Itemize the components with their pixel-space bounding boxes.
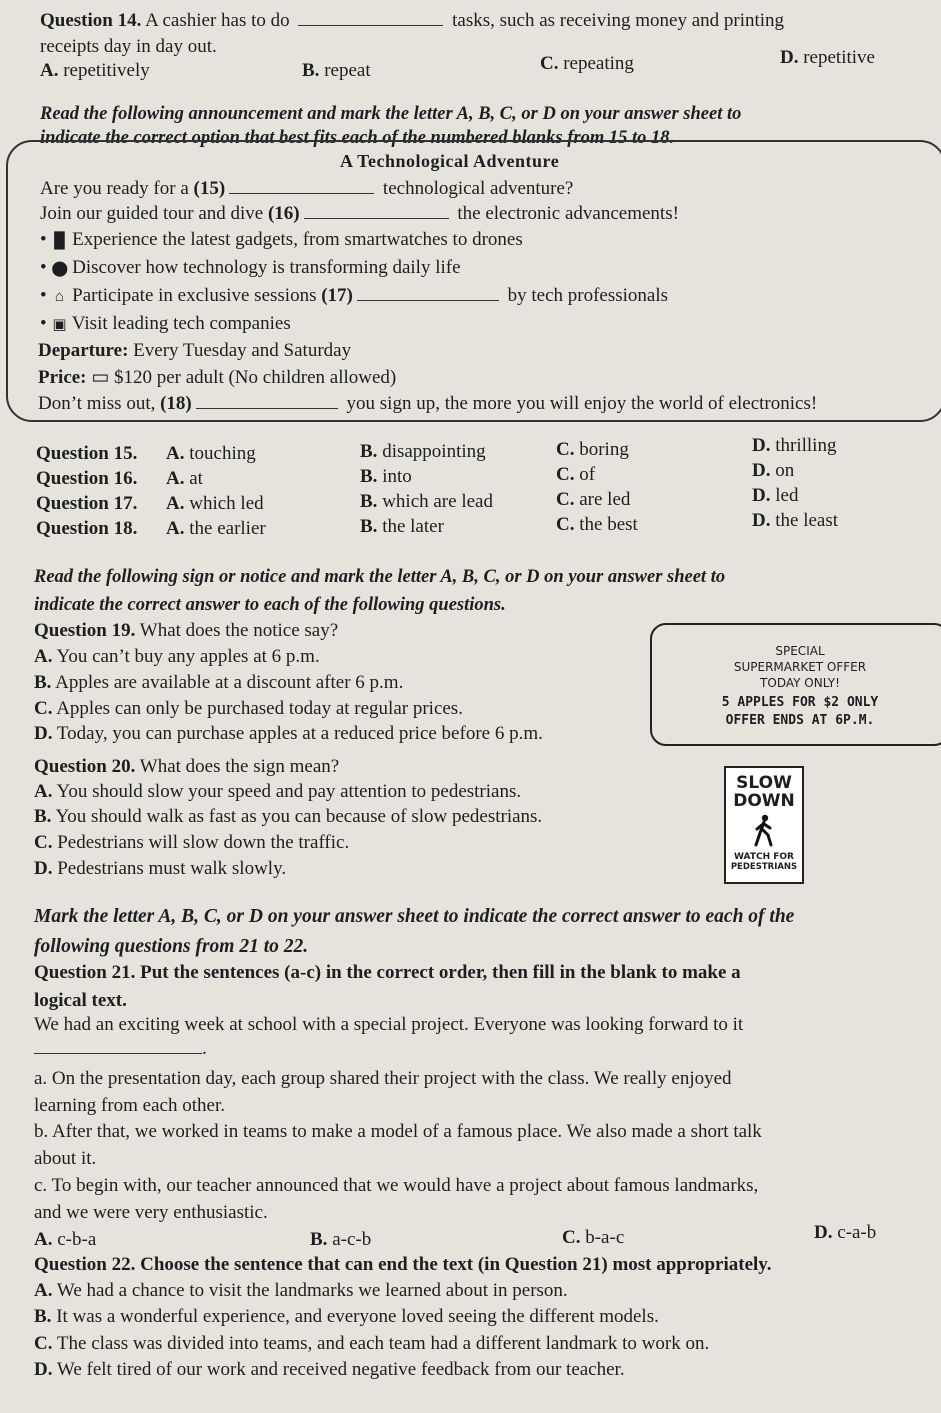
line2-after: the electronic advancements! (457, 203, 679, 224)
q22-option-c[interactable]: C. The class was divided into teams, and each team had a different landmark to work on. (34, 1333, 710, 1354)
bullet-text: Discover how technology is transforming daily life (72, 257, 461, 278)
sign-line4: PEDESTRIANS (730, 862, 798, 872)
q18-option-d[interactable]: D. the least (752, 510, 839, 531)
notice-line2: SUPERMARKET OFFER (733, 660, 867, 674)
line1-before: Are you ready for a (40, 178, 189, 199)
building-icon: ⌂ (54, 289, 64, 305)
option-text: repeat (324, 60, 371, 81)
q14-stem-before: A cashier has to do (145, 10, 290, 31)
q21-blank-line: . (34, 1038, 207, 1060)
q20-stem: Question 20. What does the sign mean? (34, 756, 340, 777)
q17-option-b[interactable]: B. which are lead (360, 491, 493, 512)
line2-before: Join our guided tour and dive (40, 203, 264, 224)
option-letter: A. (40, 60, 59, 81)
q16-option-c[interactable]: C. of (556, 464, 596, 485)
last-before: Don’t miss out, (38, 393, 156, 414)
blank-16-number: (16) (267, 203, 300, 224)
q19-option-a[interactable]: A. You can’t buy any apples at 6 p.m. (34, 646, 320, 667)
q21-sentence-c1: c. To begin with, our teacher announced that we would have a project about famous landmarks, (34, 1175, 759, 1196)
q20-option-c[interactable]: C. Pedestrians will slow down the traffic. (34, 832, 350, 853)
q14-stem-line2: receipts day in day out. (40, 36, 217, 57)
q21-option-c[interactable]: C. b-a-c (562, 1227, 625, 1248)
blank-18-number: (18) (160, 393, 192, 414)
q18-label: Question 18. (36, 518, 138, 539)
q19-option-b[interactable]: B. Apples are available at a discount after 6 p.m. (34, 672, 404, 693)
bullet-gadgets: • █ Experience the latest gadgets, from smartwatches to drones (40, 229, 523, 250)
q14-option-b[interactable] (302, 60, 371, 82)
q21-blank (34, 1053, 202, 1054)
bullet-text: Experience the latest gadgets, from smartwatches to drones (72, 229, 523, 250)
instruction-3-line1: Mark the letter A, B, C, or D on your answer sheet to indicate the correct answer to each of the (34, 906, 795, 927)
q17-option-c[interactable]: C. are led (556, 489, 631, 510)
pedestrian-icon (749, 814, 779, 848)
price-label: Price: (38, 367, 87, 388)
blank-15-number: (15) (193, 178, 226, 199)
q17-option-d[interactable]: D. led (752, 485, 799, 506)
q14-blank (298, 25, 443, 26)
price-value: $120 per adult (No children allowed) (113, 367, 397, 388)
q16-option-a[interactable]: A. at (166, 468, 203, 489)
q19-option-c[interactable]: C. Apples can only be purchased today at regular prices. (34, 698, 463, 719)
q22-option-b[interactable]: B. It was a wonderful experience, and everyone loved seeing the different models. (34, 1306, 659, 1327)
q18-option-b[interactable]: B. the later (360, 516, 444, 537)
q16-label: Question 16. (36, 468, 138, 489)
office-icon: ▣ (52, 317, 67, 333)
ticket-icon: ▭ (91, 367, 110, 388)
option-letter: B. (302, 60, 320, 81)
q21-option-d[interactable]: D. c-a-b (814, 1222, 877, 1243)
blank-18 (196, 408, 338, 409)
q15-option-c[interactable]: C. boring (556, 439, 629, 460)
notice-line5: OFFER ENDS AT 6P.M. (725, 713, 875, 728)
bullet-text: Visit leading tech companies (71, 313, 291, 334)
q21-sentence-a2: learning from each other. (34, 1095, 225, 1116)
q19-option-d[interactable]: D. Today, you can purchase apples at a reduced price before 6 p.m. (34, 723, 543, 744)
q21-sentence-a1: a. On the presentation day, each group shared their project with the class. We really enjoyed (34, 1068, 732, 1089)
option-text: repetitive (803, 47, 875, 68)
q15-option-a[interactable]: A. touching (166, 443, 256, 464)
bullet-discover: • ⬤ Discover how technology is transforming daily life (40, 257, 461, 278)
q17-option-a[interactable]: A. which led (166, 493, 264, 514)
instruction-2-line1: Read the following sign or notice and mark the letter A, B, C, or D on your answer sheet to (34, 567, 726, 587)
departure-label: Departure: (38, 340, 129, 361)
announcement-line1 (40, 178, 573, 200)
notice-line1: SPECIAL (775, 644, 825, 658)
q15-option-b[interactable]: B. disappointing (360, 441, 486, 462)
q18-option-a[interactable]: A. the earlier (166, 518, 266, 539)
instruction-3-line2: following questions from 21 to 22. (34, 936, 309, 957)
q21-sentence-c2: and we were very enthusiastic. (34, 1202, 268, 1223)
q15-label: Question 15. (36, 443, 138, 464)
q21-option-a[interactable]: A. c-b-a (34, 1229, 97, 1250)
bullet-companies: • ▣ Visit leading tech companies (40, 313, 291, 334)
q18-option-c[interactable]: C. the best (556, 514, 638, 535)
q22-option-d[interactable]: D. We felt tired of our work and received negative feedback from our teacher. (34, 1359, 625, 1380)
option-text: repeating (563, 53, 634, 74)
price-line (38, 367, 396, 389)
instruction-1-line2: indicate the correct option that best fits each of the numbered blanks from 15 to 18. (40, 128, 675, 148)
bullet-text-after: by tech professionals (507, 285, 669, 306)
q20-option-b[interactable]: B. You should walk as fast as you can because of slow pedestrians. (34, 806, 543, 827)
q19-stem: Question 19. What does the notice say? (34, 620, 339, 641)
blank-16 (304, 218, 449, 219)
notice-line3: TODAY ONLY! (760, 676, 840, 690)
option-text: repetitively (63, 60, 150, 81)
bullet-text-before: Participate in exclusive sessions (72, 285, 317, 306)
q15-option-d[interactable]: D. thrilling (752, 435, 837, 456)
blank-15 (229, 193, 374, 194)
announcement-last-line (38, 393, 817, 415)
sign-line2: DOWN (733, 791, 795, 811)
q20-option-a[interactable]: A. You should slow your speed and pay attention to pedestrians. (34, 781, 522, 802)
q14-stem (40, 10, 784, 32)
option-letter: C. (540, 53, 559, 74)
sign-line1: SLOW (736, 773, 792, 793)
q14-option-c[interactable] (540, 53, 634, 75)
q21-stem-line2: logical text. (34, 990, 127, 1011)
q16-option-b[interactable]: B. into (360, 466, 412, 487)
q21-stem-line1: Question 21. Put the sentences (a-c) in the correct order, then fill in the blank to make a (34, 962, 741, 983)
q22-stem: Question 22. Choose the sentence that can end the text (in Question 21) most appropriately. (34, 1254, 772, 1275)
q20-option-d[interactable]: D. Pedestrians must walk slowly. (34, 858, 287, 879)
departure-line (38, 340, 351, 362)
notice-line4: 5 APPLES FOR $2 ONLY (721, 695, 879, 710)
globe-icon: ⬤ (51, 261, 69, 277)
q22-option-a[interactable]: A. We had a chance to visit the landmarks we learned about in person. (34, 1280, 568, 1301)
supermarket-notice (650, 623, 941, 746)
q17-label: Question 17. (36, 493, 138, 514)
blank-17-number: (17) (321, 285, 353, 306)
instruction-2-line2: indicate the correct answer to each of the following questions. (34, 595, 506, 615)
sign-line3: WATCH FOR (734, 852, 794, 862)
announcement-title: A Technological Adventure (340, 151, 560, 171)
departure-value: Every Tuesday and Saturday (133, 340, 352, 361)
instruction-1-line1: Read the following announcement and mark the letter A, B, C, or D on your answer sheet to (40, 104, 742, 124)
announcement-line2 (40, 203, 679, 225)
q21-intro: We had an exciting week at school with a special project. Everyone was looking forward to it (34, 1014, 744, 1035)
q21-sentence-b1: b. After that, we worked in teams to make a model of a famous place. We also made a short talk (34, 1121, 762, 1142)
slow-down-sign (724, 766, 804, 884)
option-letter: D. (780, 47, 799, 68)
q21-sentence-b2: about it. (34, 1148, 97, 1169)
line1-after: technological adventure? (382, 178, 574, 199)
last-after: you sign up, the more you will enjoy the world of electronics! (346, 393, 818, 414)
gadget-icon: █ (54, 233, 65, 249)
q16-option-d[interactable]: D. on (752, 460, 795, 481)
q14-option-a[interactable] (40, 60, 150, 82)
q21-option-b[interactable]: B. a-c-b (310, 1229, 372, 1250)
blank-17 (357, 300, 499, 301)
q14-option-d[interactable] (780, 47, 875, 69)
q14-stem-after: tasks, such as receiving money and printing (452, 10, 785, 31)
q14-label: Question 14. (40, 10, 142, 31)
bullet-sessions: • ⌂ Participate in exclusive sessions (17) by tech professionals (40, 285, 669, 306)
